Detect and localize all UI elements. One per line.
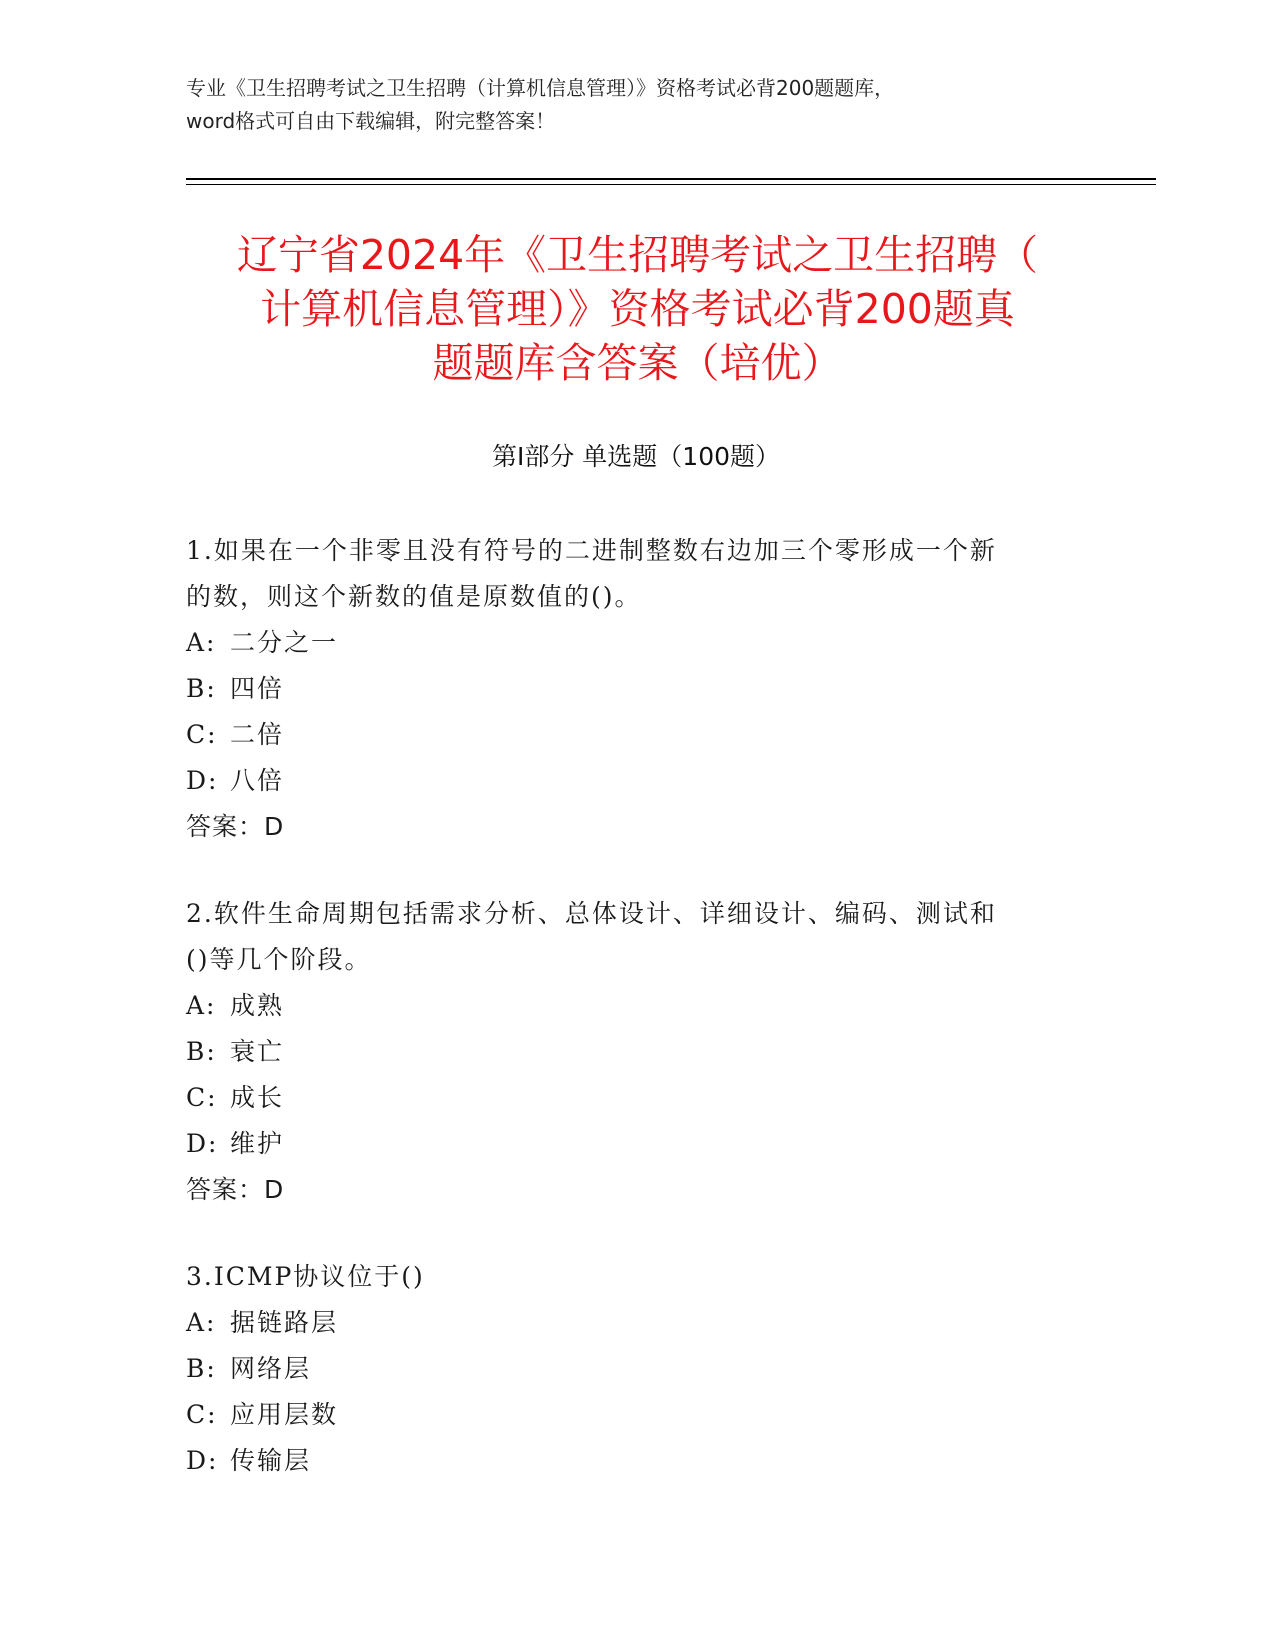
answer-line: 答案：D xyxy=(186,812,285,841)
question-stem-line-1: 1.如果在一个非零且没有符号的二进制整数右边加三个零形成一个新 xyxy=(186,536,997,565)
option-text: 成长 xyxy=(230,1083,285,1112)
option-c xyxy=(186,1075,1066,1121)
option-text: 八倍 xyxy=(230,766,285,795)
option-b xyxy=(186,1346,1066,1392)
question-list xyxy=(186,528,1066,1525)
option-text: 成熟 xyxy=(230,991,285,1020)
question-2 xyxy=(186,891,1066,1213)
option-a xyxy=(186,620,1066,666)
option-c xyxy=(186,1392,1066,1438)
section-heading: 第Ⅰ部分 单选题（100题） xyxy=(491,442,781,471)
option-letter: C: xyxy=(186,1400,218,1429)
option-c xyxy=(186,712,1066,758)
document-header-note xyxy=(186,72,1086,138)
question-stem-line-1: 2.软件生命周期包括需求分析、总体设计、详细设计、编码、测试和 xyxy=(186,899,997,928)
option-text: 二倍 xyxy=(230,720,285,749)
option-letter: A: xyxy=(186,628,217,657)
option-a xyxy=(186,1300,1066,1346)
document-title-line-1: 辽宁省2024年《卫生招聘考试之卫生招聘（ xyxy=(236,231,1039,279)
option-d xyxy=(186,1438,1066,1484)
option-text: 传输层 xyxy=(230,1446,312,1475)
option-letter: D: xyxy=(186,1129,219,1158)
option-text: 据链路层 xyxy=(230,1308,339,1337)
option-text: 衰亡 xyxy=(230,1037,285,1066)
question-stem xyxy=(186,528,1066,620)
option-b xyxy=(186,666,1066,712)
document-title-line-3: 题题库含答案（培优） xyxy=(432,339,843,387)
question-stem-line-2: ()等几个阶段。 xyxy=(186,945,372,974)
answer-line: 答案：D xyxy=(186,1175,285,1204)
option-letter: C: xyxy=(186,720,218,749)
question-stem xyxy=(186,891,1066,983)
option-text: 维护 xyxy=(230,1129,285,1158)
header-divider-thin xyxy=(186,184,1156,185)
header-divider-thick xyxy=(186,178,1156,180)
document-title-line-2: 计算机信息管理）》资格考试必背200题真 xyxy=(260,285,1015,333)
question-stem-line-1: 3.ICMP协议位于() xyxy=(186,1262,425,1291)
option-letter: C: xyxy=(186,1083,218,1112)
option-letter: A: xyxy=(186,991,217,1020)
question-3 xyxy=(186,1254,1066,1484)
question-stem xyxy=(186,1254,1066,1300)
option-d xyxy=(186,1121,1066,1167)
option-letter: A: xyxy=(186,1308,217,1337)
question-stem-line-2: 的数，则这个新数的值是原数值的()。 xyxy=(186,582,642,611)
option-letter: B: xyxy=(186,674,217,703)
question-1 xyxy=(186,528,1066,850)
option-letter: D: xyxy=(186,1446,219,1475)
option-b xyxy=(186,1029,1066,1075)
option-text: 二分之一 xyxy=(230,628,339,657)
option-letter: B: xyxy=(186,1354,217,1383)
option-text: 应用层数 xyxy=(230,1400,339,1429)
option-d xyxy=(186,758,1066,804)
document-title xyxy=(170,228,1105,390)
option-a xyxy=(186,983,1066,1029)
option-text: 四倍 xyxy=(230,674,285,703)
header-note-line-2: word格式可自由下载编辑，附完整答案！ xyxy=(186,109,556,133)
header-note-line-1: 专业《卫生招聘考试之卫生招聘（计算机信息管理）》资格考试必背200题题库， xyxy=(186,76,895,100)
option-letter: D: xyxy=(186,766,219,795)
option-letter: B: xyxy=(186,1037,217,1066)
option-text: 网络层 xyxy=(230,1354,312,1383)
